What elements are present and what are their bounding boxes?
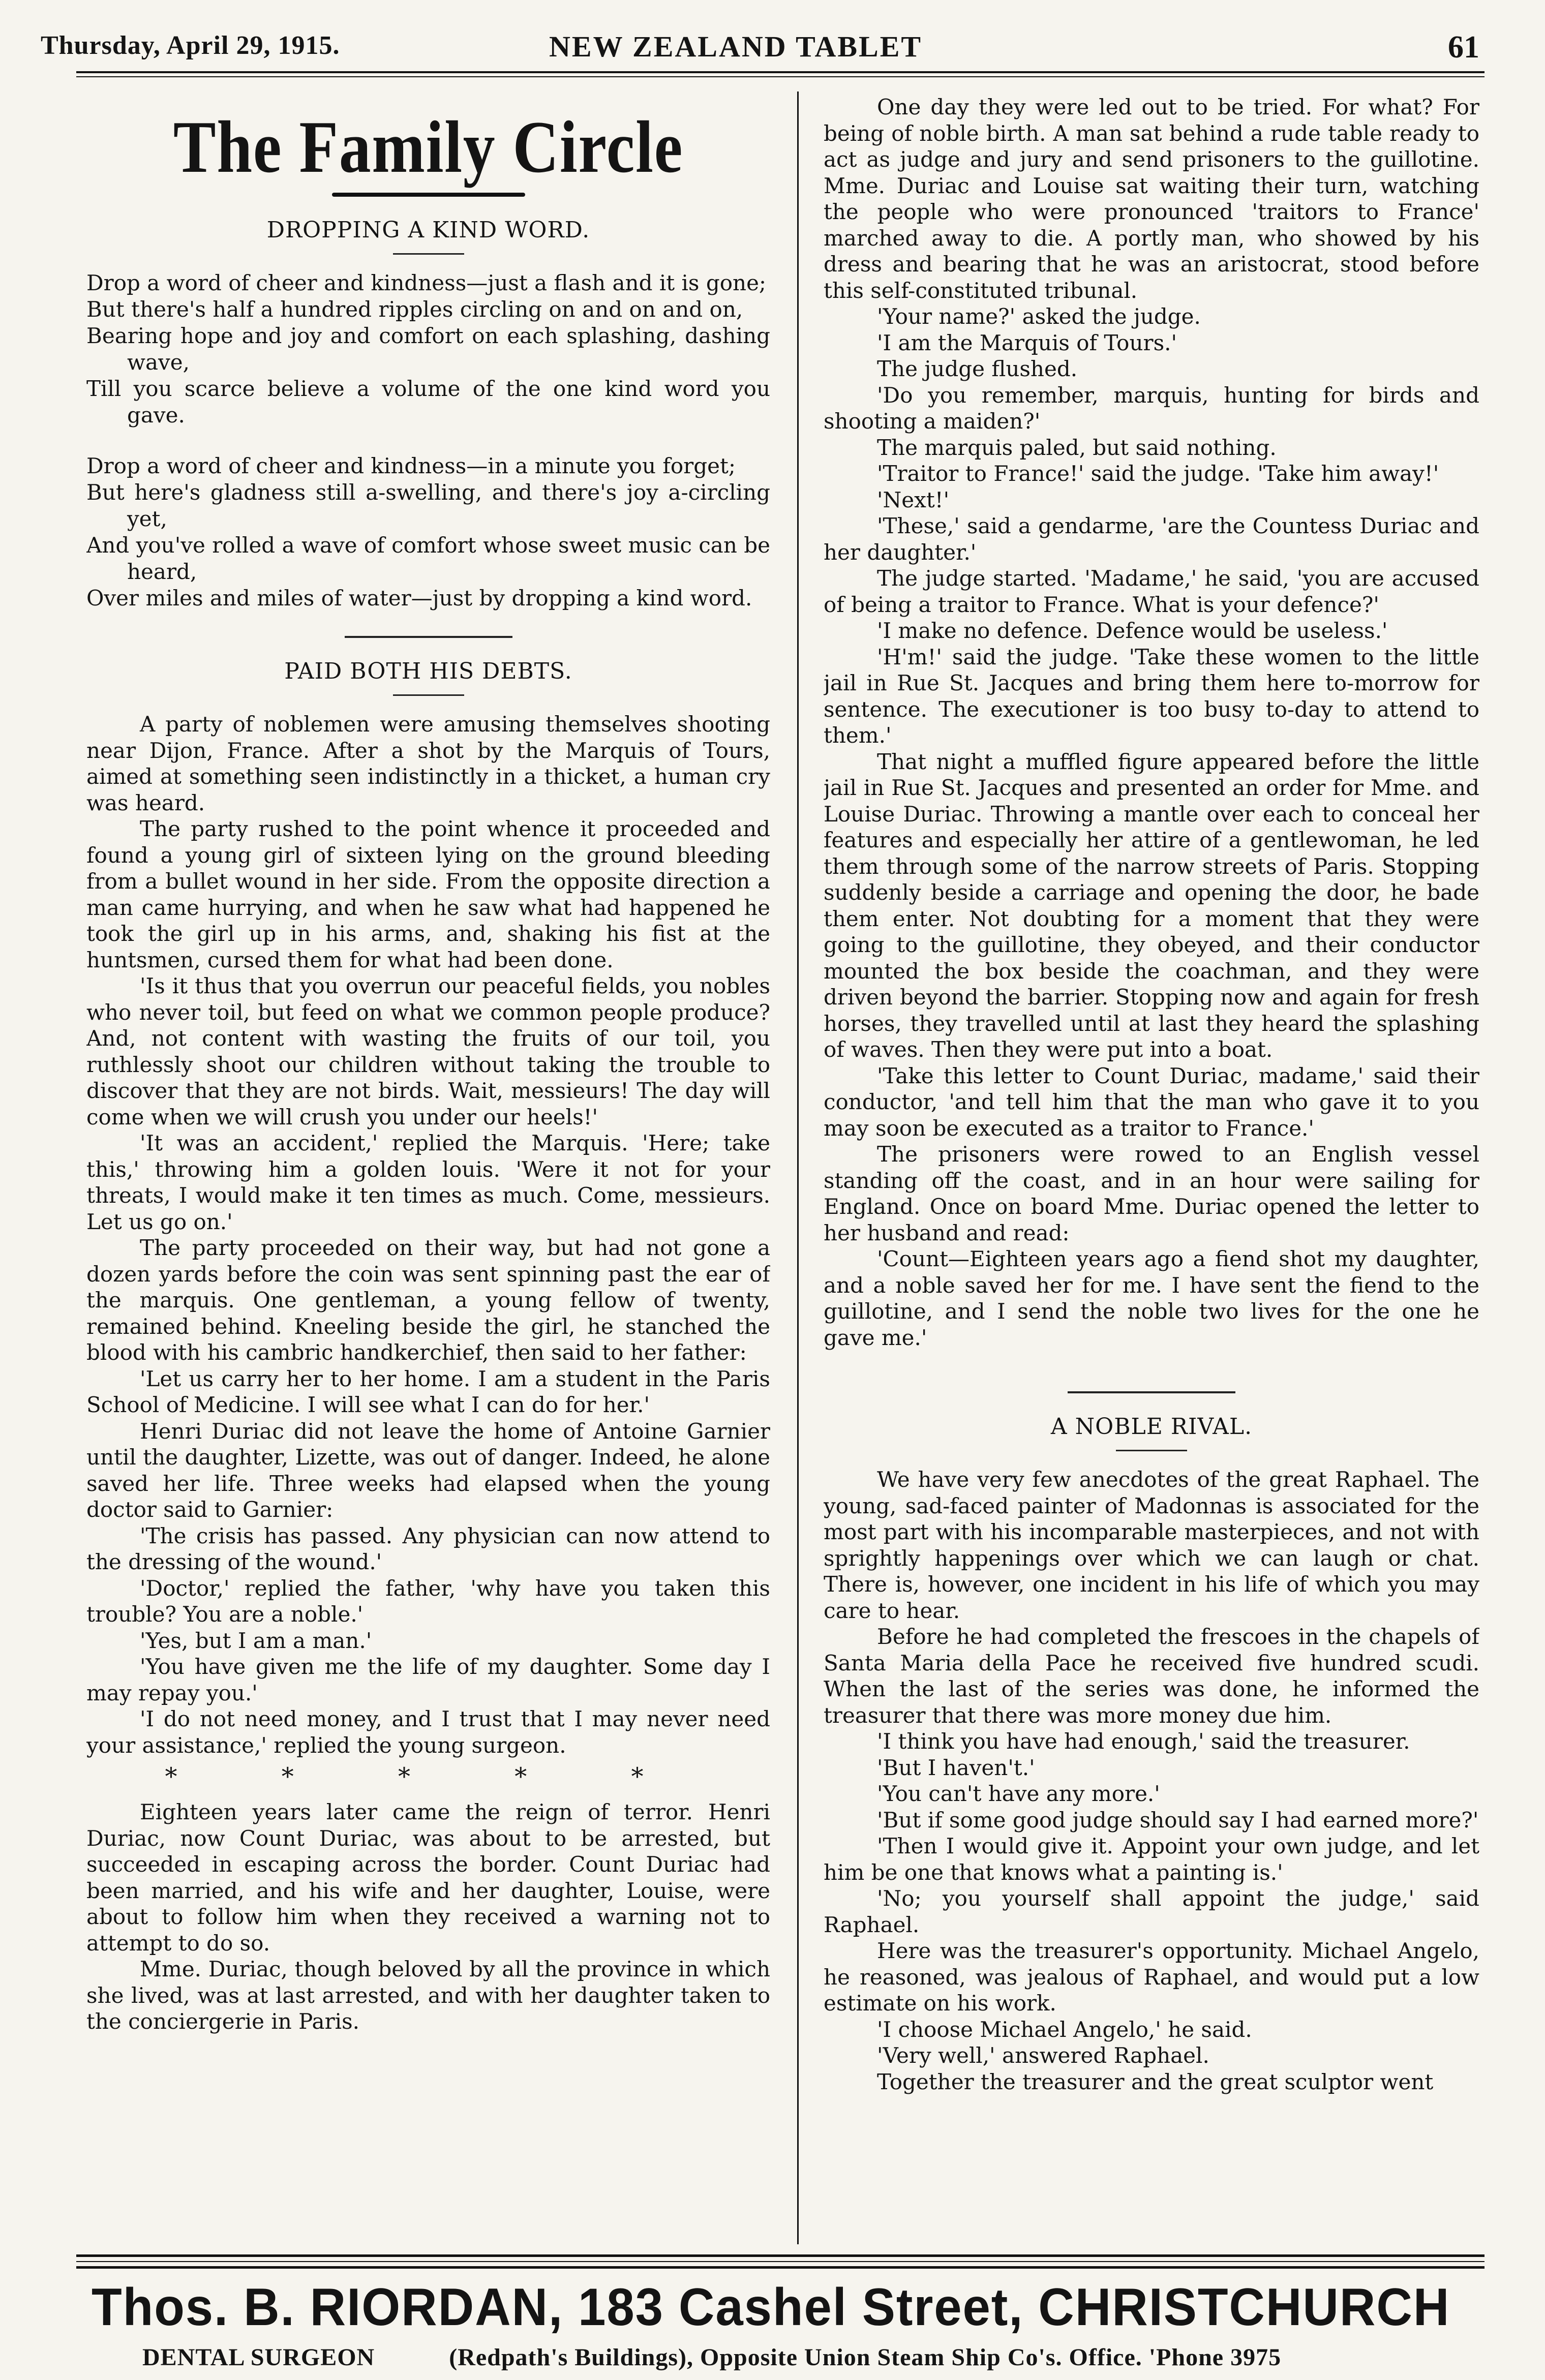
paragraph: The prisoners were rowed to an English vessel standing off the coast, and in an hour were sailing for England. Once on board Mme. Duriac opened the letter to her husband and read: — [824, 1142, 1479, 1245]
paragraph: 'I choose Michael Angelo,' he said. — [877, 2017, 1252, 2042]
paragraph: The judge started. 'Madame,' he said, 'you are accused of being a traitor to France. What is your defence?' — [824, 566, 1479, 617]
advert-profession: DENTAL SURGEON — [142, 2344, 375, 2371]
paragraph: We have very few anecdotes of the great Raphael. The young, sad-faced painter of Madonnas is associated for the most part with his incomparable masterpieces, and not with sprightly happenings over which we can laugh or chat. There is, however, one incident in his life of which you may care to hear. — [824, 1467, 1479, 1623]
paragraph: Before he had completed the frescoes in the chapels of Santa Maria della Pace he received five hundred scudi. When the last of the series was done, he informed the treasurer that there was more money due him. — [824, 1624, 1479, 1728]
header-rule — [76, 71, 1485, 73]
story-body — [86, 711, 770, 2035]
poem-stanza — [86, 270, 770, 429]
footer-rule — [76, 2254, 1485, 2257]
poem-line: Drop a word of cheer and kindness—just a flash and it is gone; — [86, 270, 767, 295]
paragraph: 'I do not need money, and I trust that I may never need your assistance,' replied the young surgeon. — [86, 1706, 770, 1758]
paragraph: Henri Duriac did not leave the home of Antoine Garnier until the daughter, Lizette, was out of danger. Indeed, he alone saved her life. Three weeks had elapsed when the young doctor said to Garnier: — [86, 1418, 770, 1522]
paragraph: Eighteen years later came the reign of terror. Henri Duriac, now Count Duriac, was about to be arrested, but succeeded in escaping across the border. Count Duriac had been married, and his wife and her daughter, Louise, were about to follow him when they received a warning not to attempt to do so. — [86, 1799, 770, 1956]
paragraph: Here was the treasurer's opportunity. Michael Angelo, he reasoned, was jealous of Raphael, and would put a low estimate on his work. — [824, 1938, 1479, 2016]
paragraph: 'Your name?' asked the judge. — [877, 304, 1201, 329]
masthead: NEW ZEALAND TABLET — [549, 30, 923, 63]
heading-rule — [393, 253, 464, 255]
paragraph: 'Is it thus that you overrun our peaceful fields, you nobles who never toil, but feed on what we common people produce? And, not content with wasting the fruits of our toil, you ruthlessly shoot our children without taking the trouble to discover that they are not birds. Wait, messieurs! The day will come when we will crush you under our heels!' — [86, 973, 770, 1130]
paragraph: 'These,' said a gendarme, 'are the Countess Duriac and her daughter.' — [824, 513, 1479, 565]
paragraph: 'Very well,' answered Raphael. — [877, 2043, 1209, 2068]
paragraph: 'But if some good judge should say I had earned more?' — [877, 1807, 1479, 1833]
paragraph: 'H'm!' said the judge. 'Take these women to the little jail in Rue St. Jacques and bring them here to-morrow for sentence. The executioner is too busy to-day to attend to them.' — [824, 644, 1479, 748]
paragraph: Together the treasurer and the great sculptor went — [877, 2069, 1434, 2094]
story-heading: A NOBLE RIVAL. — [1050, 1414, 1253, 1440]
right-column — [824, 94, 1479, 2244]
paragraph: 'I make no defence. Defence would be useless.' — [877, 618, 1388, 643]
advert-address: (Redpath's Buildings), Opposite Union Steam Ship Co's. Office. 'Phone 3975 — [449, 2344, 1282, 2371]
paragraph: 'Let us carry her to her home. I am a student in the Paris School of Medicine. I will see what I can do for her.' — [86, 1366, 770, 1417]
paragraph: 'Then I would give it. Appoint your own judge, and let him be one that knows what a painting is.' — [824, 1834, 1479, 1885]
title-rule — [332, 193, 525, 197]
section-title: The Family Circle — [173, 106, 684, 188]
story-heading: PAID BOTH HIS DEBTS. — [284, 658, 572, 684]
story-body — [824, 1467, 1479, 2095]
page-number: 61 — [1448, 30, 1479, 65]
paragraph: 'I think you have had enough,' said the treasurer. — [877, 1729, 1410, 1754]
story-body-continued — [824, 94, 1479, 1351]
paragraph: Mme. Duriac, though beloved by all the province in which she lived, was at last arrested, and with her daughter taken to the conciergerie in Paris. — [86, 1957, 770, 2034]
paragraph: 'I am the Marquis of Tours.' — [877, 330, 1177, 355]
header-rule-thin — [76, 76, 1485, 77]
paragraph: 'Take this letter to Count Duriac, madame,' said their conductor, 'and tell him that the man who gave it to you may soon be executed as a traitor to France.' — [824, 1063, 1479, 1141]
poem-line: But there's half a hundred ripples circling on and on and on, — [86, 297, 743, 322]
heading-rule — [393, 694, 464, 696]
section-rule — [345, 636, 512, 638]
advert-headline: Thos. B. RIORDAN, 183 Cashel Street, CHRISTCHURCH — [92, 2278, 1450, 2337]
poem-heading: DROPPING A KIND WORD. — [266, 217, 590, 243]
paragraph: 'You have given me the life of my daughter. Some day I may repay you.' — [86, 1654, 770, 1705]
poem-line: Drop a word of cheer and kindness—in a minute you forget; — [86, 453, 736, 478]
page-header — [20, 25, 1479, 66]
paragraph: The party proceeded on their way, but had not gone a dozen yards before the coin was sent spinning past the ear of the marquis. One gentleman, a young fellow of twenty, remained behind. Kneeling beside the girl, he stanched the blood with his cambric handkerchief, then said to her father: — [86, 1235, 770, 1365]
paragraph: 'It was an accident,' replied the Marquis. 'Here; take this,' throwing him a golden louis. 'Were it not for your threats, I would make it ten times as much. Come, messieurs. Let us go on.' — [86, 1131, 770, 1234]
left-column — [86, 94, 770, 2244]
paragraph: That night a muffled figure appeared before the little jail in Rue St. Jacques and presented an order for Mme. and Louise Duriac. Throwing a mantle over each to conceal her features and especially her attire of a gentlewoman, he led them through some of the narrow streets of Paris. Stopping suddenly beside a carriage and opening the door, he bade them enter. Not doubting for a moment that they were going to the guillotine, they obeyed, and their conductor mounted the box beside the coachman, and they were driven beyond the barrier. Stopping now and again for fresh horses, they travelled until at last they heard the splashing of waves. Then they were put into a boat. — [824, 749, 1479, 1062]
paragraph: 'Count—Eighteen years ago a fiend shot my daughter, and a noble saved her for me. I have sent the fiend to the guillotine, and I send the noble two lives for the one he gave me.' — [824, 1246, 1479, 1350]
footer-rule-thin — [76, 2261, 1485, 2262]
paragraph: 'No; you yourself shall appoint the judge,' said Raphael. — [824, 1886, 1479, 1937]
column-divider — [797, 91, 799, 2244]
paragraph: One day they were led out to be tried. For what? For being of noble birth. A man sat behind a rude table ready to act as judge and jury and send prisoners to the guillotine. Mme. Duriac and Louise sat waiting their turn, watching the people who were pronounced 'traitors to France' marched away to die. A portly man, who showed by his dress and bearing that he was an aristocrat, stood before this self-constituted tribunal. — [824, 95, 1479, 303]
issue-date: Thursday, April 29, 1915. — [41, 31, 340, 60]
paragraph: The party rushed to the point whence it proceeded and found a young girl of sixteen lying on the ground bleeding from a bullet wound in her side. From the opposite direction a man came hurrying, and when he saw what had happened he took the girl up in his arms, and, shaking his fist at the huntsmen, cursed them for what had been done. — [86, 816, 770, 972]
advert-subline — [142, 2343, 1281, 2371]
paragraph: The judge flushed. — [877, 356, 1078, 381]
paragraph: 'Yes, but I am a man.' — [140, 1628, 372, 1653]
poem-line: Bearing hope and joy and comfort on each splashing, dashing wave, — [86, 323, 770, 375]
poem-line: And you've rolled a wave of comfort whose sweet music can be heard, — [86, 533, 770, 584]
paragraph: 'The crisis has passed. Any physician can now attend to the dressing of the wound.' — [86, 1523, 770, 1574]
paragraph: 'Do you remember, marquis, hunting for birds and shooting a maiden?' — [824, 382, 1479, 434]
poem-line: But here's gladness still a-swelling, and there's joy a-circling yet, — [86, 480, 770, 531]
paragraph: 'You can't have any more.' — [877, 1781, 1160, 1806]
paragraph: A party of noblemen were amusing themselves shooting near Dijon, France. After a shot by the Marquis of Tours, aimed at something seen indistinctly in a thicket, a human cry was heard. — [86, 712, 770, 815]
poem — [86, 270, 770, 612]
section-separator: * * * * * — [165, 1762, 692, 1791]
paragraph: 'But I haven't.' — [877, 1755, 1035, 1780]
section-rule — [1068, 1391, 1235, 1393]
paragraph: The marquis paled, but said nothing. — [877, 435, 1277, 460]
paragraph: 'Traitor to France!' said the judge. 'Take him away!' — [877, 461, 1439, 486]
footer-rule-thin — [76, 2266, 1485, 2269]
poem-line: Over miles and miles of water—just by dropping a kind word. — [86, 586, 752, 611]
paragraph: 'Doctor,' replied the father, 'why have you taken this trouble? You are a noble.' — [86, 1575, 770, 1627]
paragraph: 'Next!' — [877, 487, 950, 512]
poem-stanza — [86, 453, 770, 612]
poem-line: Till you scarce believe a volume of the one kind word you gave. — [86, 376, 770, 428]
advertisement — [76, 2277, 1485, 2379]
heading-rule — [1116, 1450, 1187, 1451]
